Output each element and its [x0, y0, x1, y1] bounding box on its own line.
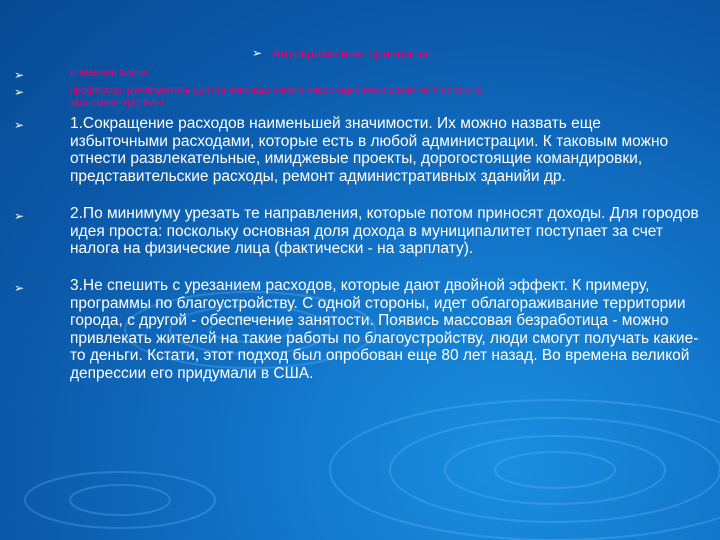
title-bullet-icon: ➢ — [252, 46, 263, 60]
author-name: В.Мамаев Босна — [70, 68, 148, 79]
list-item-3: 3.Не спешить с урезанием расходов, которые дают двойной эффект. К примеру, программы по благоустройству. С одной стороны, идет облагораживание территории города, с другой - обеспечение занятости. Появись массовая безработица - можно привлекать жителей на такие работы по благоустройству, люди смогут получать какие-то деньги. Кстати, этот подход был опробован еще 80 лет назад. Во времена великой депрессии его придумали в США. — [70, 277, 699, 382]
slide-title: Антикризисные принципы — [272, 46, 429, 61]
item-2-bullet-icon: ➢ — [14, 209, 25, 223]
list-item-2: 2.По минимуму урезать те направления, которые потом приносят доходы. Для городов идея проста: поскольку основная доля дохода в муниципалитет поступает за счет налога на физические лица (фактически - на зарплату). — [70, 205, 699, 257]
author-description-line2: экономики УрО РАН — [70, 98, 164, 109]
author-description-line1: профессор, руководитель центра инновационного инвестиционного развития Института — [70, 85, 482, 96]
item-3-bullet-icon: ➢ — [14, 281, 25, 295]
author-bullet-icon: ➢ — [14, 68, 25, 82]
item-1-bullet-icon: ➢ — [14, 118, 25, 132]
author-desc-bullet-icon: ➢ — [14, 85, 25, 99]
list-item-1: 1.Сокращение расходов наименьшей значимости. Их можно назвать еще избыточными расходами, которые есть в любой администрации. К таковым можно отнести развлекательные, имиджевые проекты, дорогостоящие командировки, представительские расходы, ремонт административных зданийи др. — [70, 115, 669, 185]
